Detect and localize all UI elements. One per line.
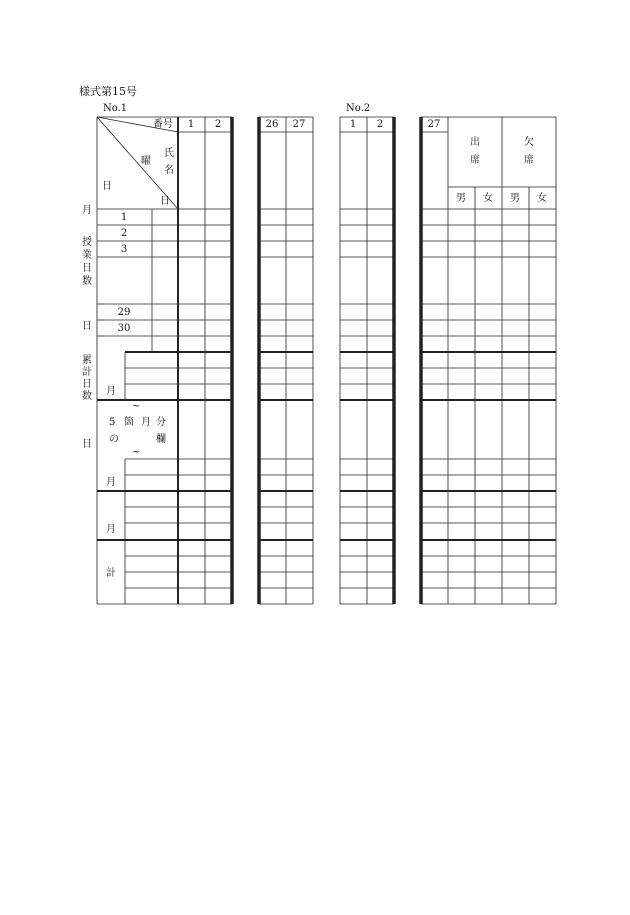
present-female: 女 <box>483 193 493 204</box>
day-row-3: 3 <box>120 244 128 255</box>
day-row-2: 2 <box>120 228 128 239</box>
form-title: 様式第15号 <box>79 85 137 98</box>
absent-label-2: 席 <box>524 155 534 166</box>
absent-female: 女 <box>537 193 547 204</box>
label-cumulative-3: 日 <box>82 379 92 390</box>
note-char-bun: 分 <box>156 417 166 428</box>
note-tilde-top: ~ <box>132 401 141 412</box>
label-month-c: 月 <box>106 524 116 535</box>
sheet1-label: No.1 <box>103 103 128 114</box>
day-row-1: 1 <box>120 212 128 223</box>
day-row-30: 30 <box>117 323 131 334</box>
label-month-a: 月 <box>106 386 116 397</box>
note-char-5: 5 <box>109 417 116 428</box>
col-header-1: 1 <box>187 119 195 130</box>
label-day-2: 日 <box>82 439 92 450</box>
col-header-26: 26 <box>265 119 279 130</box>
header-day-left: 日 <box>102 181 112 192</box>
sheet2-label: No.2 <box>346 103 371 114</box>
label-class-days-2: 業 <box>82 250 92 261</box>
label-cumulative-1: 累 <box>82 355 92 366</box>
label-class-days-3: 日 <box>82 263 92 274</box>
present-label-2: 席 <box>470 155 480 166</box>
label-class-days-4: 数 <box>82 276 92 287</box>
note-char-no: の <box>109 434 119 445</box>
note-char-getsu: 月 <box>141 417 151 428</box>
header-number: 番号 <box>153 119 173 130</box>
absent-male: 男 <box>510 193 520 204</box>
present-male: 男 <box>456 193 466 204</box>
col-header-27: 27 <box>292 119 306 130</box>
label-month-b: 月 <box>106 477 116 488</box>
absent-label-1: 欠 <box>524 137 534 148</box>
header-name-2: 名 <box>164 165 174 176</box>
sheet2-col-header-1: 1 <box>349 119 357 130</box>
present-label-1: 出 <box>470 137 480 148</box>
header-weekday: 曜 <box>141 156 151 167</box>
label-day: 日 <box>82 321 92 332</box>
col-header-2: 2 <box>214 119 222 130</box>
label-class-days-1: 授 <box>82 237 92 248</box>
label-month-top: 月 <box>82 205 92 216</box>
sheet2-col-header-27: 27 <box>427 119 441 130</box>
label-cumulative-4: 数 <box>82 391 92 402</box>
note-char-ran: 欄 <box>156 434 166 445</box>
label-cumulative-2: 計 <box>82 367 92 378</box>
note-tilde-bottom: ~ <box>132 447 141 458</box>
header-name-1: 氏 <box>164 148 174 159</box>
header-day-bottom: 日 <box>160 196 170 207</box>
note-char-ka: 箇 <box>124 417 134 428</box>
day-row-29: 29 <box>117 307 131 318</box>
sheet2-col-header-2: 2 <box>376 119 384 130</box>
label-total: 計 <box>106 568 116 579</box>
